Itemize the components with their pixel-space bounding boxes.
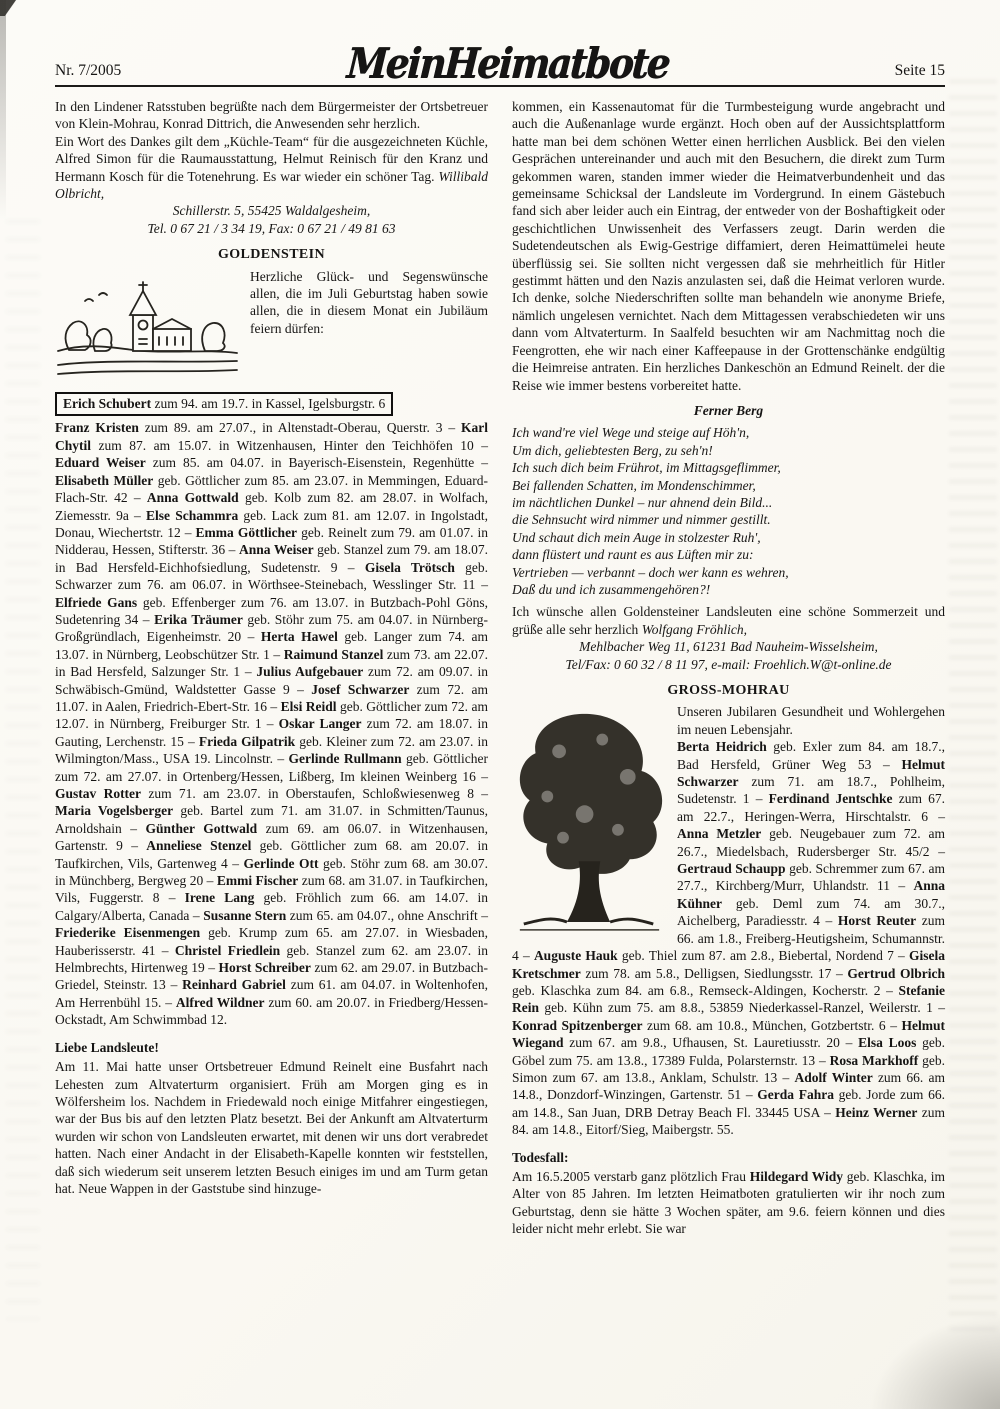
ink-bleed-right [949,80,997,1330]
section-heading-landsleute: Liebe Landsleute! [55,1039,159,1055]
altvaterturm-paragraph: kommen, ein Kassenautomat für die Turmbesteigung wurde angebracht und auch die Außenanlage wurde ergänzt. Hoch oben auf der Aussichtsplattform hatte man bei dem schönen Wetter einen herrlichen Ausblick. Bei den vielen Gesprächen untereinander und auch mit den Besuchern, die direkt zum Turm gekommen waren, standen immer wieder die Heimatverbundenheit und das gemeinsame Schicksal der Landsleute im Vordergrund. In einem Gästebuch fand sich aber leider auch ein Eintrag, der entweder von der Boshaftigkeit oder geschichtlichen Unwissenheit des Verfassers zeugt. Darin werden die Sudetendeutschen als Ewig-Gestrige diffamiert, deren Heimattümelei heute überflüssig sei. Sie sollten nicht vergessen daß sie mehrheitlich für Hitler gestimmt hätten und den Nazis anzulasten sei, daß die Heimat verloren wurde. Ich denke, solche Niederschriften sollte man behandeln wie anonyme Briefe, nämlich ungelesen vernichtet. Nach dem Mittagessen verabschiedeten wir uns dann vom Altvaterturm. In Saalfeld besuchten wir am Nachmittag noch die Feengrotten, ehe wir nach einer Kaffeepause in der Grottenschänke endgültig die Heimreise antraten. Ein herzliches Dankeschön an Edmund Reinelt. der die Reise wie immer bestens vorbereitet hatte. [512,99,945,393]
page-header [55,34,945,88]
scan-smudge-artifact [850,1299,1000,1409]
poem-ferner-berg: Ich wand're viel Wege und steige auf Höh'n, Um dich, geliebtesten Berg, zu seh'n! Ich such dich beim Frührot, im Mittagsgeflimmer, Bei fallenden Schatten, im Mondenschimmer, im nächtlichen Dunkel – nur ahnend dein Bild... die Sehnsucht wird nimmer und nimmer gestillt. Und schaut dich mein Auge in stolzester Ruh', dann flüstert und raunt es aus Lüften mir zu: Vertrieben — verbannt – doch wer kann es wehren, Daß du und ich zusammengehören?! [512,425,789,597]
goldenstein-section [55,268,488,1029]
landsleute-paragraph: Am 11. Mai hatte unser Ortsbetreuer Edmund Reinelt eine Busfahrt nach Lehesten zum Altvaterturm organisiert. Früh am Morgen ging es in Wölfersheim los. Nachdem in Friedewald noch einige Mitfahrer eingestiegen, war der Bus bis auf den letzten Platz besetzt. Bei der Ankunft am Altvaterturm wurden wir schon von Landsleuten erwartet, mit denen wir uns dort verabredet hatten. Nach einer Andacht in der Elisabeth-Kapelle konnten wir feststellen, daß sich wiederum seit unserem letzten Besuch einiges im und am Turm getan hat. Neue Wappen in der Gaststube sind hinzuge- [55,1059,488,1196]
scan-edge-artifact [0,0,6,220]
paragraph-dank: Ein Wort des Dankes gilt dem „Küchle-Team“ für die ausgezeichneten Küchle, Alfred Simon für die Raumausstattung, Helmut Reinisch für den Kranz und Hermann Kosch für die Totenehrung. Es war wieder ein schöner Tag. Willibald Olbricht, [55,133,488,202]
tree-illustration [512,706,667,938]
article-body [55,98,945,1238]
section-heading-goldenstein: GOLDENSTEIN [217,247,326,263]
masthead-logo: MeinHeimatbote [345,38,671,88]
left-column [55,98,488,1238]
village-church-illustration [55,271,240,385]
section-heading-todesfall: Todesfall: [512,1149,569,1165]
ink-bleed-left [6,220,40,1320]
page-number: Seite 15 [894,61,945,79]
goldenstein-birthday-list: Franz Kristen zum 89. am 27.07., in Altenstadt-Oberau, Querstr. 3 – Karl Chytil zum 87. am 15.07. in Witzenhausen, Hinter den Teichhöfen 10 – Eduard Weiser zum 85. am 04.07. in Bayerisch-Eisenstein, Regenhütte – Elisabeth Müller geb. Göttlicher zum 85. am 23.07. in Memmingen, Eduard-Flach-Str. 42 – Anna Gottwald geb. Kolb zum 82. am 28.07. in Wolfach, Ziemesstr. 9a – Else Schammra geb. Lack zum 81. am 12.07. in Ingolstadt, Donau, Wiechertstr. 12 – Emma Göttlicher geb. Reinelt zum 79. am 01.07. in Nidderau, Hessen, Stifterstr. 36 – Anna Weiser geb. Stanzel zum 79. am 18.07. in Bad Hersfeld-Eichhofsiedlung, Sudetenstr. 9 – Gisela Trötsch geb. Schwarzer zum 76. am 06.07. in Wörthsee-Steinebach, Wesslinger Str. 11 – Elfriede Gans geb. Effenberger zum 76. am 13.07. in Butzbach-Pohl Göns, Sudetenring 34 – Erika Träumer geb. Stöhr zum 75. am 04.07. in Nürnberg-Großgründlach, Eigenheimstr. 20 – Herta Hawel geb. Langer zum 74. am 13.07. in Nürnberg, Leobschützer Str. 1 – Raimund Stanzel zum 73. am 22.07. in Bad Hersfeld, Salzunger Str. 1 – Julius Aufgebauer zum 72. am 09.07. in Schwäbisch-Gmünd, Waldstetter Gasse 9 – Josef Schwarzer zum 72. am 11.07. in Aalen, Friedrich-Ebert-Str. 16 – Elsi Reidl geb. Göttlicher zum 72. am 12.07. in Nürnberg, Freiburger Str. 1 – Oskar Langer zum 72. am 18.07. in Gauting, Lerchenstr. 15 – Frieda Gilpatrik geb. Kleiner zum 72. am 23.07. in Wilmington/Mass., USA 19. Lincolnstr. – Gerlinde Rullmann geb. Göttlicher zum 72. am 27.07. in Ortenberg/Hessen, Lißberg, Im kleinen Weinberg 16 – Gustav Rotter zum 71. am 23.07. in Oberstaufen, Schloßwiesenweg 8 – Maria Vogelsberger geb. Bartel zum 71. am 31.07. in Schmitten/Taunus, Arnoldshain – Günther Gottwald zum 69. am 06.07. in Witzenhausen, Gartenstr. 9 – Anneliese Stenzel geb. Göttlicher zum 68. am 20.07. in Taufkirchen, Vils, Gartenweg 4 – Gerlinde Ott geb. Stöhr zum 68. am 30.07. in Münchberg, Bergweg 20 – Emmi Fischer zum 68. am 31.07. in Taufkirchen, Vils, Fuggerstr. 8 – Irene Lang geb. Fröhlich zum 66. am 14.07. in Calgary/Alberta, Canada – Susanne Stern zum 65. am 04.07., ohne Anschrift – Friederike Eisenmengen geb. Krump zum 65. am 27.07. in Wiesbaden, Hauberisserstr. 41 – Christel Friedlein geb. Stanzel zum 62. am 23.07. in Helmbrechts, Hirtenweg 19 – Horst Schreiber zum 62. am 29.07. in Butzbach-Griedel, Steinstr. 13 – Reinhard Gabriel zum 61. am 04.07. in Woltenhofen, Am Herrenbühl 15. – Alfred Wildner zum 60. am 20.07. in Friedberg/Hessen-Ockstadt, Am Schwimmbad 12. [55,420,489,1028]
poem-title: Ferner Berg [693,402,764,418]
paragraph-ratsstuben: In den Lindener Ratsstuben begrüßte nach dem Bürgermeister der Ortsbetreuer von Klein-Mohrau, Konrad Dittrich, die Anwesenden sehr herzlich. [55,99,488,132]
closing-paragraph: Ich wünsche allen Goldensteiner Landsleuten eine schöne Sommerzeit und grüße alle sehr herzlich Wolfgang Fröhlich, [512,604,945,637]
grossmohrau-birthday-list: Berta Heidrich geb. Exler zum 84. am 18.7., Bad Hersfeld, Grüner Weg 53 – Helmut Schwarzer zum 71. am 18.7., Pohlheim, Sudetenstr. 1 – Ferdinand Jentschke zum 67. am 22.7., Heringen-Werra, Hirschtalstr. 6 – Anna Metzler geb. Neugebauer zum 72. am 26.7., Miedelsbach, Rudersberger Str. 45/2 – Gertraud Schaupp geb. Schremmer zum 67. am 27.7., Kirchberg/Murr, Uhlandstr. 11 – Anna Kühner geb. Deml zum 74. am 30.7., Aichelberg, Paradiesstr. 4 – Horst Reuter zum 66. am 1.8., Freiberg-Heutigsheim, Schumannstr. 4 – Auguste Hauk geb. Thiel zum 87. am 2.8., Biebertal, Nordend 7 – Gisela Kretschmer zum 78. am 5.8., Delligsen, Siedlungsstr. 17 – Gertrud Olbrich geb. Klaschka zum 84. am 6.8., Remseck-Aldingen, Kocherstr. 2 – Stefanie Rein geb. Kühn zum 75. am 8.8., 53859 Niederkassel-Ranzel, Weilerstr. 1 – Konrad Spitzenberger zum 68. am 10.8., München, Gotzbertstr. 6 – Helmut Wiegand zum 67. am 9.8., Ufhausen, St. Lauretiusstr. 20 – Elsa Loos geb. Göbel zum 75. am 13.8., 17389 Fulda, Polarsternstr. 13 – Rosa Markhoff geb. Simon zum 67. am 13.8., Anklam, Schulstr. 13 – Adolf Winter zum 66. am 14.8., Donzdorf-Winzingen, Gartenstr. 51 – Gerda Fahra geb. Jorde zum 66. am 14.8., San Juan, DRB Detray Beach Fl. 33445 USA – Heinz Werner zum 84. am 14.8., Eitorf/Sieg, Maibergstr. 55. [512,739,946,1138]
signature-olbricht: Schillerstr. 5, 55425 Waldalgesheim, Tel. 0 67 21 / 3 34 19, Fax: 0 67 21 / 49 81 63 [147,203,396,236]
header-rule [55,85,945,87]
grossmohrau-section [512,703,945,1138]
todesfall-paragraph: Am 16.5.2005 verstarb ganz plötzlich Frau Hildegard Widy geb. Klaschka, im Alter von 85 Jahren. Im letzten Heimatboten gratulierten wir ihr noch zum Geburtstag, denn sie hätte 3 Wochen später, am 9.6. feiern können und dies leider nicht mehr erlebt. Sie war [512,1168,945,1237]
right-column [512,98,945,1238]
goldenstein-intro: Herzliche Glück- und Segenswünsche allen, die im Juli Geburtstag haben sowie allen, die in diesem Monat ein Jubiläum feiern dürfen: [250,268,488,336]
grossmohrau-intro: Unseren Jubilaren Gesundheit und Wohlergehen im neuen Lebensjahr. [677,704,945,737]
jubilee-highlight-box: Erich Schubert zum 94. am 19.7. in Kassel, Igelsburgstr. 6 [55,392,393,416]
issue-number: Nr. 7/2005 [55,61,122,79]
section-heading-grossmohrau: GROSS-MOHRAU [667,683,790,698]
signature-froehlich: Mehlbacher Weg 11, 61231 Bad Nauheim-Wisselsheim, Tel/Fax: 0 60 32 / 8 11 97, e-mail: Froehlich.W@t-online.de [565,639,892,672]
